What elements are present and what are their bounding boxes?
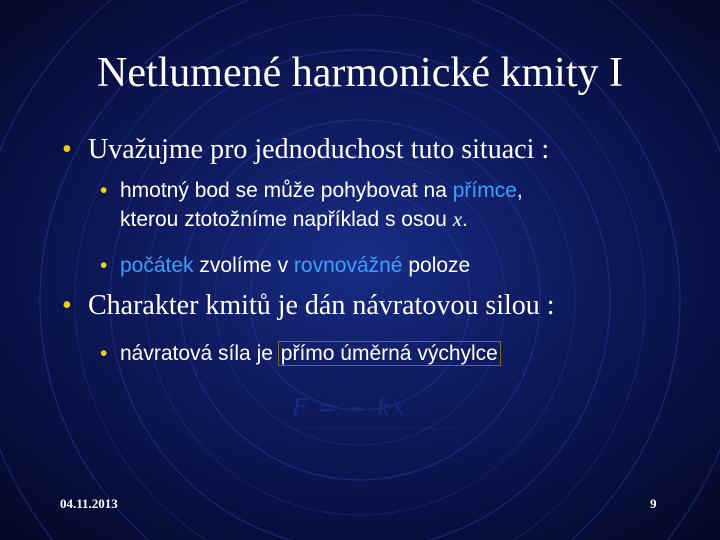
boxed-phrase: přímo úměrná výchylce bbox=[280, 342, 498, 365]
highlighted-term: přímce bbox=[452, 179, 517, 202]
page-number: 9 bbox=[650, 496, 657, 511]
bullet-text: Uvažujme pro jednoduchost tuto situaci : bbox=[88, 134, 550, 165]
highlighted-term: počátek bbox=[120, 254, 194, 277]
bullet-dot-icon: • bbox=[62, 290, 72, 321]
bullet-item-2 bbox=[62, 290, 555, 322]
bullet-item-1 bbox=[62, 134, 549, 166]
variable-x: x bbox=[452, 207, 463, 231]
bullet-dot-icon: • bbox=[100, 254, 108, 277]
sub-bullet-2: • počátek zvolíme v rovnovážné poloze bbox=[100, 252, 470, 280]
bullet-text: Charakter kmitů je dán návratovou silou : bbox=[88, 290, 555, 321]
footer-date: 04.11.2013 bbox=[60, 496, 118, 511]
bullet-dot-icon: • bbox=[100, 179, 108, 202]
highlighted-term: rovnovážné bbox=[293, 254, 403, 277]
bullet-dot-icon: • bbox=[62, 134, 72, 165]
formula-underline bbox=[296, 428, 456, 429]
bullet-dot-icon: • bbox=[100, 342, 108, 365]
slide-title: Netlumené harmonické kmity I bbox=[96, 50, 623, 96]
sub-bullet-3: • návratová síla je přímo úměrná výchylce bbox=[100, 340, 500, 368]
force-formula: F = − kx bbox=[292, 396, 407, 421]
sub-bullet-1: • hmotný bod se může pohybovat na přímce, kterou ztotožníme například s osou x. bbox=[100, 179, 523, 231]
